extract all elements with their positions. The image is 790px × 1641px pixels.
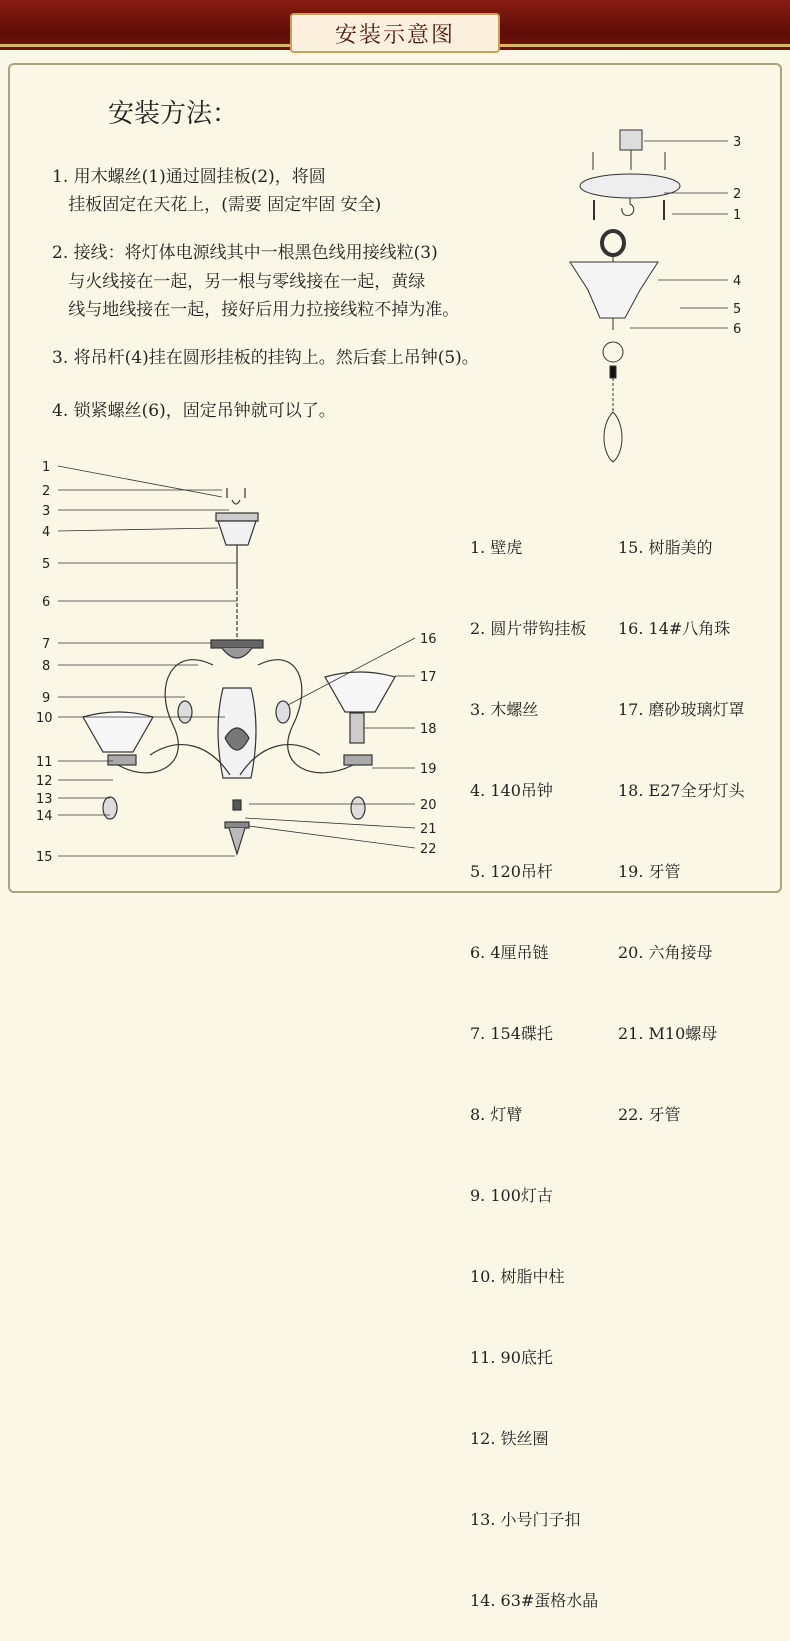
joint-icon bbox=[603, 342, 623, 362]
callout-label: 3 bbox=[42, 504, 51, 519]
ring-icon bbox=[602, 231, 624, 255]
finial-icon bbox=[229, 828, 245, 854]
hook-icon bbox=[622, 198, 634, 216]
callout-label: 20 bbox=[420, 798, 437, 813]
step-1-line-1: 1. 用木螺丝(1)通过圆挂板(2)，将圆 bbox=[52, 167, 326, 187]
lock-screw-icon bbox=[610, 366, 616, 378]
part-item: 9. 100灯古 bbox=[470, 1186, 553, 1205]
part-item: 5. 120吊杆 bbox=[470, 862, 553, 881]
part-item: 1. 壁虎 bbox=[470, 538, 523, 557]
glass-shade-icon bbox=[325, 672, 395, 712]
part-item: 16. 14#八角珠 bbox=[618, 619, 731, 638]
part-item: 8. 灯臂 bbox=[470, 1105, 523, 1124]
callout-label: 15 bbox=[36, 850, 53, 865]
step-2-line-3: 线与地线接在一起，接好后用力拉接线粒不掉为准。 bbox=[52, 300, 460, 320]
callout-label: 9 bbox=[42, 691, 51, 706]
callout-label: 1 bbox=[42, 460, 51, 475]
install-heading: 安装方法： bbox=[108, 99, 239, 129]
callout-label: 12 bbox=[36, 774, 53, 789]
part-item: 11. 90底托 bbox=[470, 1348, 553, 1367]
bobeche-icon bbox=[108, 755, 136, 765]
step-2-line-1: 2. 接线：将灯体电源线其中一根黑色线用接线粒(3) bbox=[52, 243, 438, 263]
small-label: 6 bbox=[733, 322, 742, 337]
callout-label: 2 bbox=[42, 484, 51, 499]
callout-label: 4 bbox=[42, 525, 51, 540]
leader-lines-left bbox=[58, 466, 237, 856]
part-item: 6. 4厘吊链 bbox=[470, 943, 549, 962]
small-label: 2 bbox=[733, 187, 742, 202]
leader-lines-right bbox=[245, 638, 415, 848]
nut-icon bbox=[233, 800, 241, 810]
crystal-icon bbox=[351, 797, 365, 819]
callout-label: 17 bbox=[420, 670, 437, 685]
part-item: 18. E27全牙灯头 bbox=[618, 781, 745, 800]
banner-title: 安装示意图 bbox=[290, 13, 500, 53]
part-item: 13. 小号门子扣 bbox=[470, 1510, 581, 1529]
part-item: 12. 铁丝圈 bbox=[470, 1429, 549, 1448]
crystal-icon bbox=[178, 701, 192, 723]
callout-label: 22 bbox=[420, 842, 437, 857]
callout-label: 5 bbox=[42, 557, 51, 572]
part-item: 4. 140吊钟 bbox=[470, 781, 553, 800]
plate-icon bbox=[216, 513, 258, 521]
bobeche-icon bbox=[344, 755, 372, 765]
callout-label: 10 bbox=[36, 711, 53, 726]
part-item: 15. 树脂美的 bbox=[618, 538, 713, 557]
part-item: 21. M10螺母 bbox=[618, 1024, 718, 1043]
part-item: 14. 63#蛋格水晶 bbox=[470, 1591, 599, 1610]
small-label: 1 bbox=[733, 208, 742, 223]
loop-icon bbox=[604, 412, 622, 462]
part-item: 3. 木螺丝 bbox=[470, 700, 539, 719]
callout-label: 13 bbox=[36, 792, 53, 807]
canopy-icon bbox=[218, 521, 256, 545]
arm-lower-left-icon bbox=[150, 745, 230, 775]
hook-icon bbox=[232, 500, 240, 504]
glass-shade-icon bbox=[83, 712, 153, 752]
chandelier-diagram bbox=[83, 488, 395, 854]
part-item: 10. 树脂中柱 bbox=[470, 1267, 565, 1286]
arm-hub-icon bbox=[222, 648, 252, 658]
step-4: 4. 锁紧螺丝(6)，固定吊钟就可以了。 bbox=[52, 401, 336, 421]
part-item: 20. 六角接母 bbox=[618, 943, 713, 962]
part-item: 19. 牙管 bbox=[618, 862, 681, 881]
callout-label: 14 bbox=[36, 809, 53, 824]
part-item: 22. 牙管 bbox=[618, 1105, 681, 1124]
cup-plate-icon bbox=[211, 640, 263, 648]
small-label: 4 bbox=[733, 274, 742, 289]
callout-label: 16 bbox=[420, 632, 437, 647]
step-3: 3. 将吊杆(4)挂在圆形挂板的挂钩上。然后套上吊钟(5)。 bbox=[52, 348, 479, 368]
crystal-icon bbox=[276, 701, 290, 723]
small-mount-diagram bbox=[570, 130, 728, 462]
part-item: 2. 圆片带钩挂板 bbox=[470, 619, 587, 638]
socket-icon bbox=[350, 713, 364, 743]
callout-label: 8 bbox=[42, 659, 51, 674]
callout-label: 7 bbox=[42, 637, 51, 652]
callout-label: 21 bbox=[420, 822, 437, 837]
part-item: 7. 154碟托 bbox=[470, 1024, 553, 1043]
callout-label: 6 bbox=[42, 595, 51, 610]
step-2-line-2: 与火线接在一起，另一根与零线接在一起，黄绿 bbox=[52, 272, 426, 292]
callout-label: 19 bbox=[420, 762, 437, 777]
mounting-plate-icon bbox=[580, 174, 680, 198]
canopy-bell-icon bbox=[570, 262, 658, 318]
part-item: 17. 磨砂玻璃灯罩 bbox=[618, 700, 745, 719]
step-1-line-2: 挂板固定在天花上，(需要 固定牢固 安全) bbox=[52, 195, 382, 215]
callout-label: 18 bbox=[420, 722, 437, 737]
small-label: 5 bbox=[733, 302, 742, 317]
crystal-icon bbox=[103, 797, 117, 819]
washer-icon bbox=[225, 822, 249, 828]
wire-connector-icon bbox=[620, 130, 642, 150]
small-label: 3 bbox=[733, 135, 742, 150]
callout-label: 11 bbox=[36, 755, 53, 770]
